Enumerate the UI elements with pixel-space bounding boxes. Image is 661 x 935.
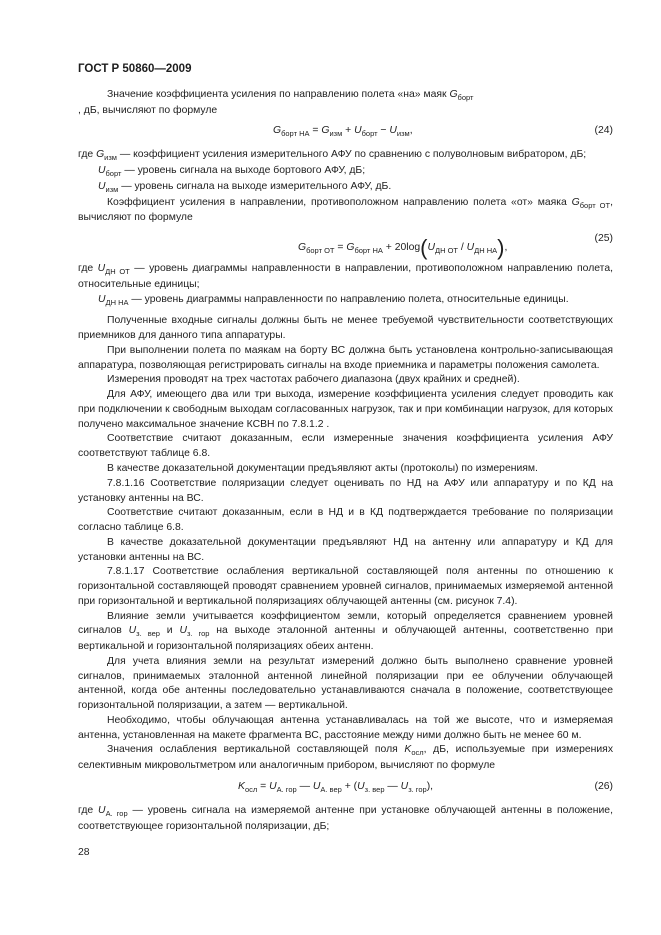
definition-u-bort: $U_{борт}$ — уровень сигнала на выходе бортового АФУ, дБ; — [98, 165, 366, 179]
definition-u-dn-ot: где $U_{ДН ОТ}$ — уровень диаграммы направленности в направлении, противоположном направлению полета, относительные единицы; — [78, 263, 613, 290]
paragraph-8: Соответствие считают доказанным, если в НД и в КД подтверждается требование по поляризации согласно таблице 6.8. — [78, 507, 613, 534]
definition-u-a-gor: где $U_{А. гор}$ — уровень сигнала на измеряемой антенне при установке облучающей антенны в положение, соответствующее горизонтальной поляризации, дБ; — [78, 804, 613, 832]
document-body — [78, 88, 613, 834]
paragraph-14: Значения ослабления вертикальной составляющей поля $K_{осл}$, дБ, используемые при измерениях селективным микровольтметром или аналогичным прибором, вычисляют по формуле — [78, 744, 614, 772]
formula-25-expression: $G_{борт ОТ} = G_{борт НА} + 20\log(U_{ДН ОТ} / U_{ДН НА})$, — [298, 235, 508, 261]
paragraph-3: Измерения проводят на трех частотах рабочего диапазона (двух крайних и средней). — [107, 374, 520, 386]
paragraph-6: В качестве доказательной документации предъявляют акты (протоколы) по измерениям. — [107, 462, 538, 474]
formula-26 — [78, 774, 613, 804]
definition-g-izm: где $G_{изм}$ — коэффициент усиления измерительного АФУ по сравнению с полуволновым вибратором, дБ; — [78, 149, 587, 163]
definition-u-dn-na: $U_{ДН НА}$ — уровень диаграммы направленности по направлению полета, относительные единицы. — [98, 293, 569, 307]
formula-24 — [78, 118, 613, 148]
formula-24-number: (24) — [594, 125, 613, 137]
paragraph-1: Полученные входные сигналы должны быть не менее требуемой чувствительности соответствующих приемников для данного типа аппаратуры. — [78, 315, 613, 342]
page-number: 28 — [78, 847, 90, 858]
paragraph-9: В качестве доказательной документации предъявляют НД на антенну или аппаратуру и КД для установки антенны на ВС. — [78, 536, 613, 563]
paragraph-10: 7.8.1.17 Соответствие ослабления вертикальной составляющей поля антенны по отношению к горизонтальной составляющей проводят сравнением уровней сигналов, принимаемых измеряемой антенной при горизонтальной и вертикальной поляризациях облучающей антенны (см. рисунок 7.4). — [78, 566, 613, 607]
definition-u-izm: $U_{изм}$ — уровень сигнала на выходе измерительного АФУ, дБ. — [98, 180, 392, 194]
formula-25-number: (25) — [594, 233, 613, 245]
paragraph-intro-24: Значение коэффициента усиления по направлению полета «на» маяк $G_{борт}$ , дБ, вычисляют по формуле — [78, 89, 474, 116]
formula-26-expression: $K_{осл} = U_{А. гор}$ — $U_{А. вер} + (U_{з. вер}$ — $U_{з. гор}$), — [238, 780, 434, 795]
paragraph-2: При выполнении полета по маякам на борту ВС должна быть установлена контрольно-записывающая аппаратура, позволяющая регистрировать сигналы на входе приемника и параметры положения самолета. — [78, 344, 613, 371]
formula-25 — [78, 226, 613, 262]
paragraph-4: Для АФУ, имеющего два или три выхода, измерение коэффициента усиления следует проводить как при подключении к свободным выходам согласованных нагрузок, так и при комбинации нагрузок, для которых получено максимальное значение КСВН по 7.8.1.2 . — [78, 389, 613, 430]
paragraph-7: 7.8.1.16 Соответствие поляризации следует оценивать по НД на АФУ или аппаратуру и по КД на установку антенны на ВС. — [78, 477, 613, 504]
paragraph-13: Необходимо, чтобы облучающая антенна устанавливалась на той же высоте, что и измеряемая антенна, установленная на макете фрагмента ВС, расстояние между ними должно быть не менее 60 м. — [78, 714, 613, 741]
paragraph-12: Для учета влияния земли на результат измерений должно быть выполнено сравнение уровней сигналов, принимаемых эталонной антенной линейной поляризации при ее облучении облучающей антенной, когда обе антенны последовательно устанавливаются сначала в положение, соответствующее горизонтальной поляризации, а затем — вертикальной. — [78, 655, 613, 712]
formula-26-number: (26) — [594, 780, 613, 792]
paragraph-intro-25: Коэффициент усиления в направлении, противоположном направлению полета «от» маяка $G_{борт ОТ}$, вычисляют по формуле — [78, 196, 613, 224]
paragraph-11: Влияние земли учитывается коэффициентом земли, который определяется сравнением уровней сигналов $U_{з. вер}$ и $U_{з. гор}$ на выходе эталонной антенны и облучающей антенны, соответственно при вертикальной и горизонтальной поляризациях обеих антенн. — [78, 610, 614, 653]
formula-24-expression: $G_{борт НА} = G_{изм} + U_{борт} - U_{изм}$, — [273, 125, 413, 139]
paragraph-5: Соответствие считают доказанным, если измеренные значения коэффициента усиления АФУ соответствуют таблице 6.8. — [78, 433, 613, 460]
document-code: ГОСТ Р 50860—2009 — [78, 63, 192, 75]
